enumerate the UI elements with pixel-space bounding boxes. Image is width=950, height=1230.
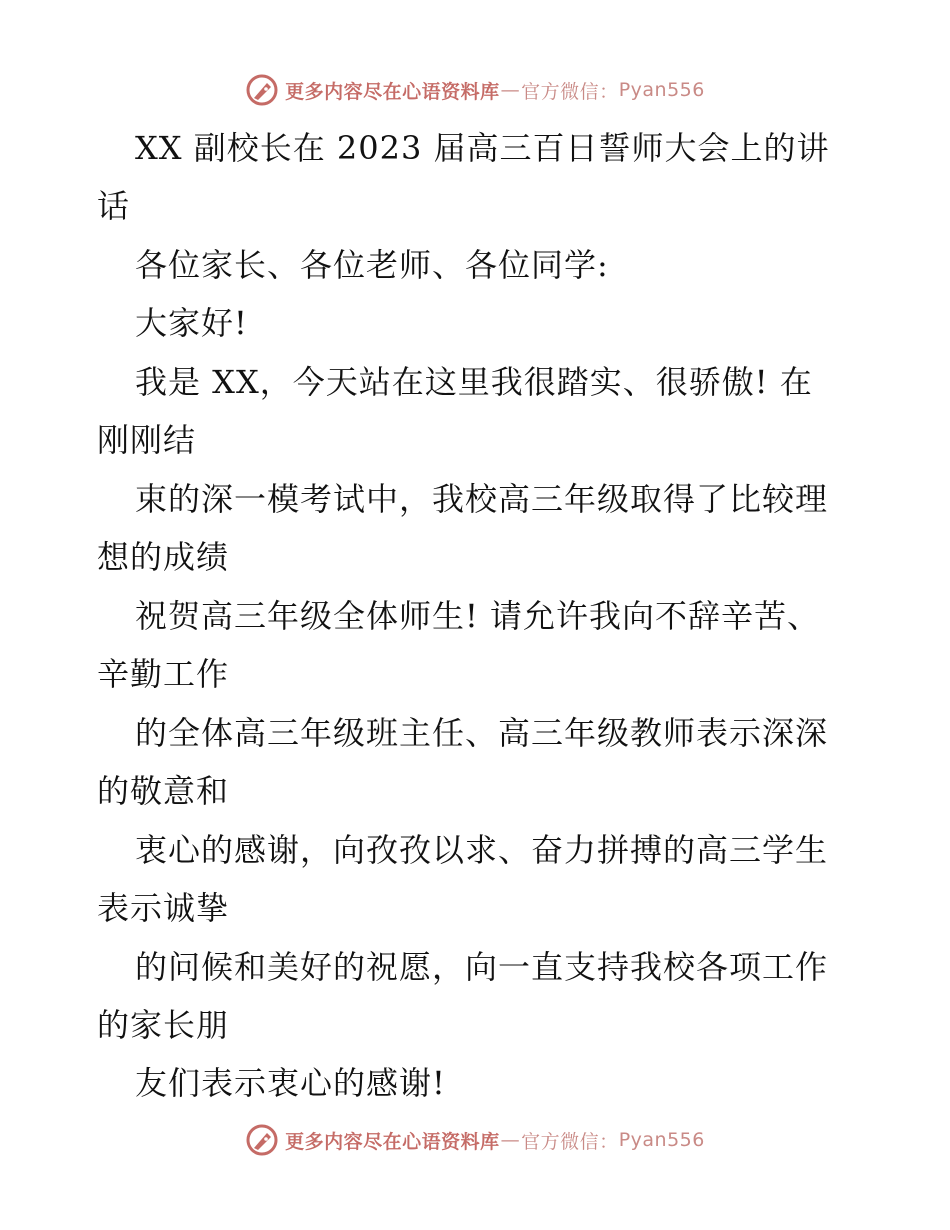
- watermark-brand: 更多内容尽在心语资料库: [285, 1130, 500, 1153]
- watermark-wechat-id: Pyan556: [618, 1129, 705, 1151]
- title-line-2: 话: [97, 187, 131, 225]
- paragraph-line: 辛勤工作: [97, 655, 230, 693]
- paragraph-line: 的问候和美好的祝愿，向一直支持我校各项工作: [135, 948, 829, 986]
- paragraph-line: 束的深一模考试中，我校高三年级取得了比较理: [135, 480, 829, 518]
- paragraph-line: 刚刚结: [97, 421, 197, 459]
- watermark-brand: 更多内容尽在心语资料库: [285, 80, 500, 103]
- header-watermark: [0, 70, 950, 110]
- paragraph-line: 友们表示衷心的感谢!: [135, 1064, 446, 1102]
- pen-nib-logo-icon: [245, 1123, 279, 1157]
- paragraph-line: 大家好!: [135, 304, 248, 342]
- watermark-separator: —: [500, 79, 521, 101]
- watermark-wechat-id: Pyan556: [618, 79, 705, 101]
- paragraph-line: 祝贺高三年级全体师生! 请允许我向不辞辛苦、: [135, 597, 821, 635]
- paragraph-line: 表示诚挚: [97, 889, 230, 927]
- paragraph-line: 的全体高三年级班主任、高三年级教师表示深深: [135, 714, 829, 752]
- title-line-1: XX 副校长在 2023 届高三百日誓师大会上的讲: [135, 129, 830, 167]
- paragraph-line: 的家长朋: [97, 1006, 230, 1044]
- footer-watermark: [0, 1120, 950, 1160]
- watermark-label: 官方微信：: [521, 1130, 619, 1153]
- watermark-separator: —: [500, 1129, 521, 1151]
- paragraph-line: 想的成绩: [97, 538, 230, 576]
- paragraph-line: 各位家长、各位老师、各位同学:: [135, 246, 609, 284]
- watermark-label: 官方微信：: [521, 80, 619, 103]
- pen-nib-logo-icon: [245, 73, 279, 107]
- paragraph-line: 的敬意和: [97, 772, 230, 810]
- paragraph-line: 我是 XX，今天站在这里我很踏实、很骄傲! 在: [135, 363, 813, 401]
- paragraph-line: 衷心的感谢，向孜孜以求、奋力拼搏的高三学生: [135, 831, 829, 869]
